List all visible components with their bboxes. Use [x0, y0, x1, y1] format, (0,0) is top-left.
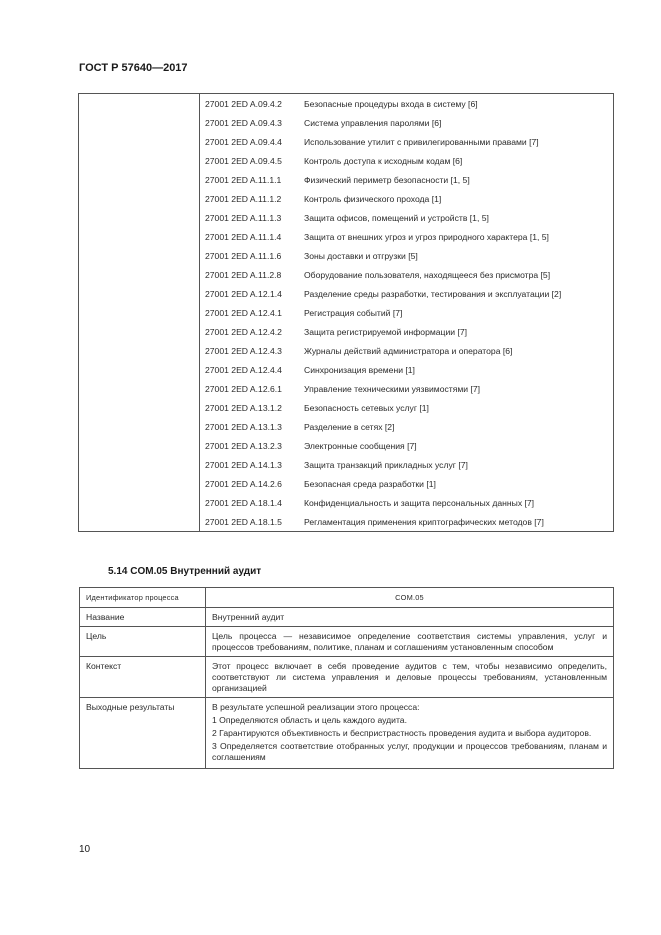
- control-code: 27001 2ED A.14.2.6: [200, 474, 302, 493]
- process-context-value: Этот процесс включает в себя проведение аудитов с тем, чтобы независимо определить, соответствуют ли система управления и деловые процессы требованиям, установленным организацией: [206, 657, 614, 698]
- blank-first-column: [79, 94, 200, 532]
- output-item-2: 2 Гарантируются объективность и беспристрастность проведения аудита и выбора аудиторов.: [212, 728, 592, 738]
- control-code: 27001 2ED A.11.1.3: [200, 208, 302, 227]
- control-code: 27001 2ED A.09.4.3: [200, 113, 302, 132]
- control-code: 27001 2ED A.12.1.4: [200, 284, 302, 303]
- process-name-value: Внутренний аудит: [206, 608, 614, 627]
- control-code: 27001 2ED A.11.2.8: [200, 265, 302, 284]
- process-table: [79, 587, 614, 769]
- control-description: Разделение в сетях [2]: [301, 417, 614, 436]
- process-outputs-value: [206, 698, 614, 769]
- page-number: 10: [79, 844, 91, 855]
- section-title: 5.14 COM.05 Внутренний аудит: [108, 566, 262, 577]
- process-id-label: Идентификатор процесса: [80, 588, 206, 608]
- process-goal-label: Цель: [80, 627, 206, 657]
- control-description: Система управления паролями [6]: [301, 113, 614, 132]
- control-description: Безопасность сетевых услуг [1]: [301, 398, 614, 417]
- control-code: 27001 2ED A.12.4.4: [200, 360, 302, 379]
- control-description: Оборудование пользователя, находящееся без присмотра [5]: [301, 265, 614, 284]
- control-description: Защита регистрируемой информации [7]: [301, 322, 614, 341]
- control-description: Регламентация применения криптографических методов [7]: [301, 512, 614, 532]
- output-item-1: 1 Определяются область и цель каждого аудита.: [212, 715, 407, 725]
- control-code: 27001 2ED A.12.4.2: [200, 322, 302, 341]
- outputs-intro: В результате успешной реализации этого процесса:: [212, 702, 420, 712]
- table-row: [79, 94, 614, 114]
- process-name-label: Название: [80, 608, 206, 627]
- control-description: Конфиденциальность и защита персональных данных [7]: [301, 493, 614, 512]
- controls-continuation-table: [78, 93, 614, 532]
- control-description: Журналы действий администратора и оператора [6]: [301, 341, 614, 360]
- process-outputs-label: Выходные результаты: [80, 698, 206, 769]
- control-description: Физический периметр безопасности [1, 5]: [301, 170, 614, 189]
- control-description: Контроль доступа к исходным кодам [6]: [301, 151, 614, 170]
- control-description: Безопасная среда разработки [1]: [301, 474, 614, 493]
- control-description: Защита от внешних угроз и угроз природного характера [1, 5]: [301, 227, 614, 246]
- control-description: Контроль физического прохода [1]: [301, 189, 614, 208]
- control-code: 27001 2ED A.09.4.4: [200, 132, 302, 151]
- control-code: 27001 2ED A.13.2.3: [200, 436, 302, 455]
- control-code: 27001 2ED A.11.1.1: [200, 170, 302, 189]
- control-code: 27001 2ED A.12.4.1: [200, 303, 302, 322]
- control-description: Зоны доставки и отгрузки [5]: [301, 246, 614, 265]
- control-description: Использование утилит с привилегированными правами [7]: [301, 132, 614, 151]
- control-code: 27001 2ED A.13.1.2: [200, 398, 302, 417]
- output-item-3: 3 Определяется соответствие отобранных услуг, продукции и процессов требованиям, планам и соглашениям: [212, 741, 607, 762]
- control-description: Безопасные процедуры входа в систему [6]: [301, 94, 614, 114]
- control-description: Электронные сообщения [7]: [301, 436, 614, 455]
- control-code: 27001 2ED A.13.1.3: [200, 417, 302, 436]
- control-code: 27001 2ED A.09.4.5: [200, 151, 302, 170]
- process-context-label: Контекст: [80, 657, 206, 698]
- control-description: Защита офисов, помещений и устройств [1, 5]: [301, 208, 614, 227]
- process-name-row: [80, 608, 614, 627]
- process-outputs-row: [80, 698, 614, 769]
- process-id-value: COM.05: [206, 588, 614, 608]
- control-description: Синхронизация времени [1]: [301, 360, 614, 379]
- process-goal-row: [80, 627, 614, 657]
- control-code: 27001 2ED A.18.1.4: [200, 493, 302, 512]
- control-code: 27001 2ED A.12.6.1: [200, 379, 302, 398]
- control-code: 27001 2ED A.12.4.3: [200, 341, 302, 360]
- control-code: 27001 2ED A.11.1.2: [200, 189, 302, 208]
- process-id-row: [80, 588, 614, 608]
- control-description: Управление техническими уязвимостями [7]: [301, 379, 614, 398]
- page-header: ГОСТ Р 57640—2017: [79, 62, 188, 74]
- control-code: 27001 2ED A.09.4.2: [200, 94, 302, 114]
- control-description: Регистрация событий [7]: [301, 303, 614, 322]
- process-goal-value: Цель процесса — независимое определение соответствия системы управления, услуг и процессов требованиям, политике, планам и соглашениям установленным способом: [206, 627, 614, 657]
- process-context-row: [80, 657, 614, 698]
- control-description: Разделение среды разработки, тестирования и эксплуатации [2]: [301, 284, 614, 303]
- control-description: Защита транзакций прикладных услуг [7]: [301, 455, 614, 474]
- control-code: 27001 2ED A.11.1.6: [200, 246, 302, 265]
- control-code: 27001 2ED A.14.1.3: [200, 455, 302, 474]
- control-code: 27001 2ED A.18.1.5: [200, 512, 302, 532]
- control-code: 27001 2ED A.11.1.4: [200, 227, 302, 246]
